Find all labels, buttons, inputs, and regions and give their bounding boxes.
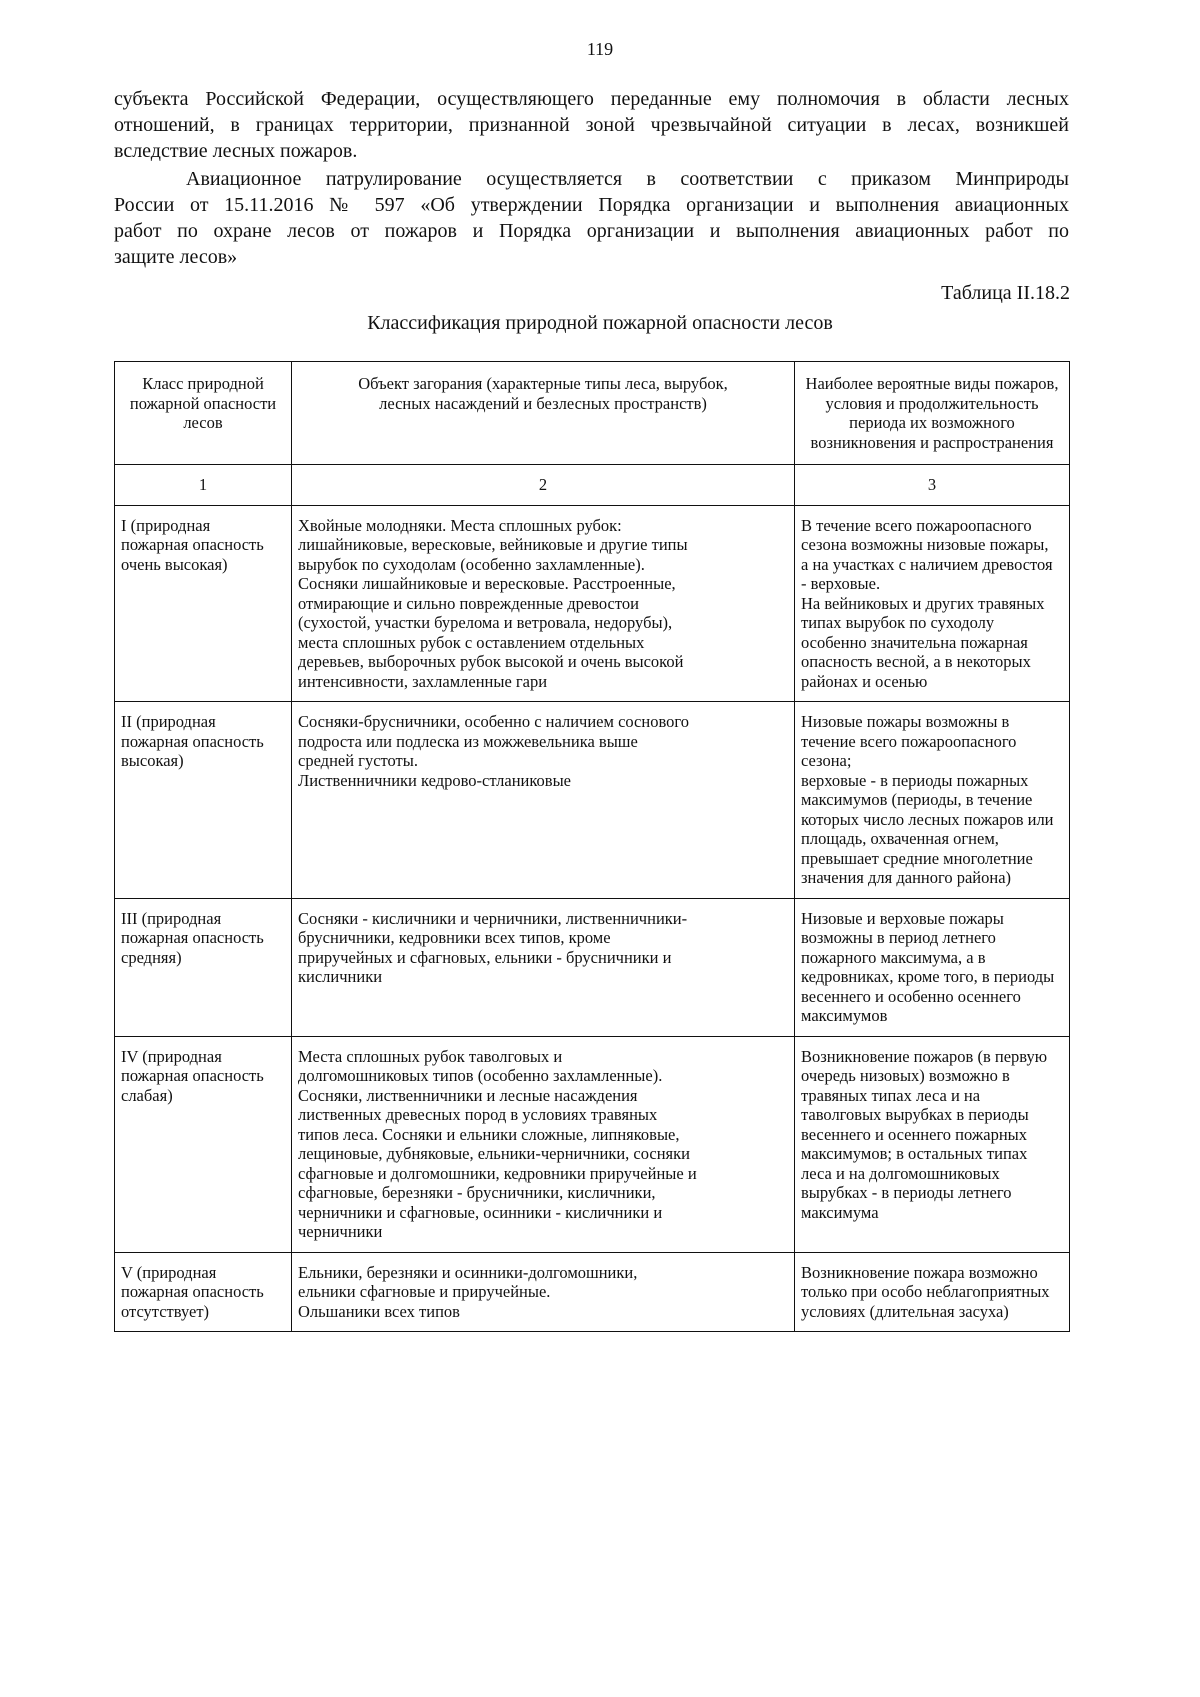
cell-text-line: V (природная [121, 1262, 217, 1282]
cell-text-line: леса и на долгомошниковых [801, 1163, 1000, 1183]
cell-text-line: Низовые и верховые пожары [801, 908, 1004, 928]
cell-text-line: значения для данного района) [801, 868, 1012, 887]
cell-text-line: III (природная [121, 908, 222, 928]
cell-text-line: травяных типах леса и на [801, 1085, 981, 1105]
cell-text-line: которых число лесных пожаров или [801, 809, 1054, 829]
cell-text-line: брусничники, кедровники всех типов, кроме [298, 928, 611, 947]
table-row [115, 505, 1070, 702]
table-row [115, 1036, 1070, 1252]
cell-text-line: сфагновые, березняки - брусничники, кисличники, [298, 1183, 656, 1202]
cell-text-line: максимума [801, 1202, 879, 1222]
cell-text-line: пожарная опасность [121, 1066, 264, 1085]
table-caption: Таблица II.18.2 [941, 282, 1070, 304]
cell-text-line: Сосняки, лиственничники и лесные насаждения [298, 1085, 638, 1105]
cell-text-line: пожарная опасность [121, 1282, 264, 1301]
cell-text-line: черничники и сфагновые, осинники - кисличники и [298, 1202, 663, 1222]
cell-text-line: приручейных и сфагновых, ельники - брусничники и [298, 947, 672, 967]
cell-text-line: отсутствует) [121, 1301, 210, 1321]
cell-text-line: деревьев, выборочных рубок высокой и очень высокой [298, 652, 684, 671]
cell-text-line: очередь низовых) возможно в [801, 1066, 1010, 1085]
cell-text-line: интенсивности, захламленные гари [298, 671, 548, 691]
cell-text-line: а на участках с наличием древостоя [801, 554, 1053, 574]
header-text: Класс природной [142, 374, 264, 393]
page-number: 119 [586, 39, 614, 59]
header-text: периода их возможного [849, 413, 1015, 432]
cell-text-line: весеннего и особенно осеннего [801, 986, 1021, 1006]
cell-text-line: пожарная опасность [121, 928, 264, 947]
fire-types-cell [795, 1036, 1070, 1252]
text-line: субъекта Российской Федерации, осуществляющего переданные ему полномочия в области лесных [114, 88, 1069, 110]
text-line: защите лесов» [114, 246, 238, 268]
cell-text-line: течение всего пожароопасного [801, 731, 1017, 751]
cell-text-line: I (природная [121, 515, 211, 535]
cell-text-line: сфагновые и долгомошники, кедровники приручейные и [298, 1163, 697, 1183]
cell-text-line: пожарная опасность [121, 535, 264, 554]
header-text: лесных насаждений и безлесных пространств) [379, 393, 707, 413]
fire-types-cell [795, 1252, 1070, 1332]
cell-text-line: долгомошниковых типов (особенно захламленные). [298, 1066, 663, 1085]
column-number-row [115, 465, 1070, 506]
object-cell [292, 1036, 795, 1252]
class-cell [115, 1036, 292, 1252]
header-class [115, 362, 292, 465]
cell-text-line: районах и осенью [801, 671, 928, 691]
text-line: вследствие лесных пожаров. [114, 140, 358, 162]
cell-text-line: средняя) [121, 947, 182, 967]
cell-text-line: Возникновение пожара возможно [801, 1262, 1038, 1282]
object-cell [292, 898, 795, 1036]
fire-danger-table [114, 361, 1070, 1332]
cell-text-line: На вейниковых и других травяных [801, 593, 1045, 613]
cell-text-line: условиях (длительная засуха) [801, 1301, 1009, 1321]
cell-text-line: Хвойные молодняки. Места сплошных рубок: [298, 515, 622, 535]
cell-text-line: типов леса. Сосняки и ельники сложные, липняковые, [298, 1124, 680, 1144]
cell-text-line: превышает средние многолетние [801, 848, 1033, 868]
cell-text-line: лишайниковые, вересковые, вейниковые и другие типы [298, 535, 688, 554]
cell-text-line: пожарная опасность [121, 731, 264, 751]
cell-text-line: максимумов; в остальных типах [801, 1144, 1028, 1163]
cell-text-line: Сосняки лишайниковые и вересковые. Расстроенные, [298, 574, 676, 593]
patrol-paragraph [114, 166, 1069, 270]
header-text: условия и продолжительность [825, 393, 1039, 413]
table-header-row [115, 362, 1070, 465]
cell-text-line: очень высокая) [121, 554, 228, 574]
text-line: отношений, в границах территории, признанной зоной чрезвычайной ситуации в лесах, возникшей [114, 114, 1069, 136]
header-text: возникновения и распространения [810, 432, 1054, 452]
table-row [115, 898, 1070, 1036]
cell-text-line: места сплошных рубок с оставлением отдельных [298, 632, 645, 652]
cell-text-line: сезона; [801, 751, 852, 770]
class-cell [115, 702, 292, 899]
cell-text-line: особенно значительна пожарная [801, 632, 1028, 652]
cell-text-line: опасность весной, а в некоторых [801, 652, 1031, 671]
cell-text-line: максимумов (периоды, в течение [801, 790, 1033, 809]
fire-types-cell [795, 505, 1070, 702]
cell-text-line: пожарного максимума, а в [801, 947, 986, 967]
object-cell [292, 1252, 795, 1332]
header-object [292, 362, 795, 465]
fire-types-cell [795, 702, 1070, 899]
cell-text-line: IV (природная [121, 1046, 222, 1066]
cell-text-line: Ельники, березняки и осинники-долгомошники, [298, 1262, 638, 1282]
cell-text-line: Сосняки - кисличники и черничники, лиственничники- [298, 908, 688, 928]
cell-text-line: типах вырубок по суходолу [801, 613, 995, 632]
class-cell [115, 898, 292, 1036]
column-number: 1 [115, 465, 292, 506]
cell-text-line: только при особо неблагоприятных [801, 1282, 1050, 1301]
cell-text-line: В течение всего пожароопасного [801, 515, 1032, 535]
cell-text-line: весеннего и осеннего пожарных [801, 1124, 1027, 1144]
cell-text-line: (сухостой, участки бурелома и ветровала, недорубы), [298, 613, 673, 632]
intro-paragraph [114, 86, 1069, 164]
column-number: 3 [795, 465, 1070, 506]
fire-types-cell [795, 898, 1070, 1036]
object-cell [292, 702, 795, 899]
cell-text-line: подроста или подлеска из можжевельника выше [298, 731, 638, 751]
cell-text-line: вырубок по суходолам (особенно захламленные). [298, 554, 645, 574]
table-row [115, 1252, 1070, 1332]
cell-text-line: Низовые пожары возможны в [801, 712, 1010, 731]
table-row [115, 702, 1070, 899]
cell-text-line: таволговых вырубках в периоды [801, 1105, 1029, 1124]
cell-text-line: слабая) [121, 1085, 173, 1105]
table-title: Классификация природной пожарной опасности лесов [367, 312, 833, 334]
cell-text-line: верховые - в периоды пожарных [801, 770, 1029, 790]
cell-text-line: отмирающие и сильно поврежденные древостои [298, 593, 639, 613]
cell-text-line: кедровниках, кроме того, в периоды [801, 967, 1055, 986]
text-line: России от 15.11.2016 № 597 «Об утверждении Порядка организации и выполнения авиационных [114, 194, 1069, 216]
text-line: Авиационное патрулирование осуществляется в соответствии с приказом Минприроды [186, 168, 1069, 190]
class-cell [115, 505, 292, 702]
cell-text-line: лиственных древесных пород в условиях травяных [298, 1105, 658, 1124]
cell-text-line: - верховые. [801, 574, 881, 593]
header-text: лесов [183, 413, 223, 432]
header-fire-types [795, 362, 1070, 465]
cell-text-line: черничники [298, 1222, 383, 1241]
cell-text-line: средней густоты. [298, 751, 418, 770]
object-cell [292, 505, 795, 702]
table-body [115, 505, 1070, 1332]
header-text: Объект загорания (характерные типы леса, вырубок, [358, 374, 728, 393]
cell-text-line: ельники сфагновые и приручейные. [298, 1282, 551, 1301]
cell-text-line: возможны в период летнего [801, 928, 996, 947]
cell-text-line: Места сплошных рубок таволговых и [298, 1046, 563, 1066]
column-number: 2 [292, 465, 795, 506]
class-cell [115, 1252, 292, 1332]
cell-text-line: Возникновение пожаров (в первую [801, 1046, 1048, 1066]
cell-text-line: площадь, охваченная огнем, [801, 829, 999, 848]
cell-text-line: II (природная [121, 712, 216, 731]
cell-text-line: Лиственничники кедрово-стланиковые [298, 770, 571, 790]
header-text: пожарной опасности [129, 393, 277, 413]
cell-text-line: кисличники [298, 967, 383, 986]
cell-text-line: Сосняки-брусничники, особенно с наличием соснового [298, 712, 689, 731]
header-text: Наиболее вероятные виды пожаров, [805, 374, 1059, 393]
cell-text-line: высокая) [121, 751, 184, 770]
cell-text-line: лещиновые, дубняковые, ельники-черничники, сосняки [298, 1144, 690, 1163]
cell-text-line: Ольшаники всех типов [298, 1301, 460, 1321]
cell-text-line: максимумов [801, 1006, 888, 1025]
text-line: работ по охране лесов от пожаров и Порядка организации и выполнения авиационных работ по [114, 220, 1069, 242]
cell-text-line: вырубках - в периоды летнего [801, 1183, 1012, 1202]
cell-text-line: сезона возможны низовые пожары, [801, 535, 1049, 554]
